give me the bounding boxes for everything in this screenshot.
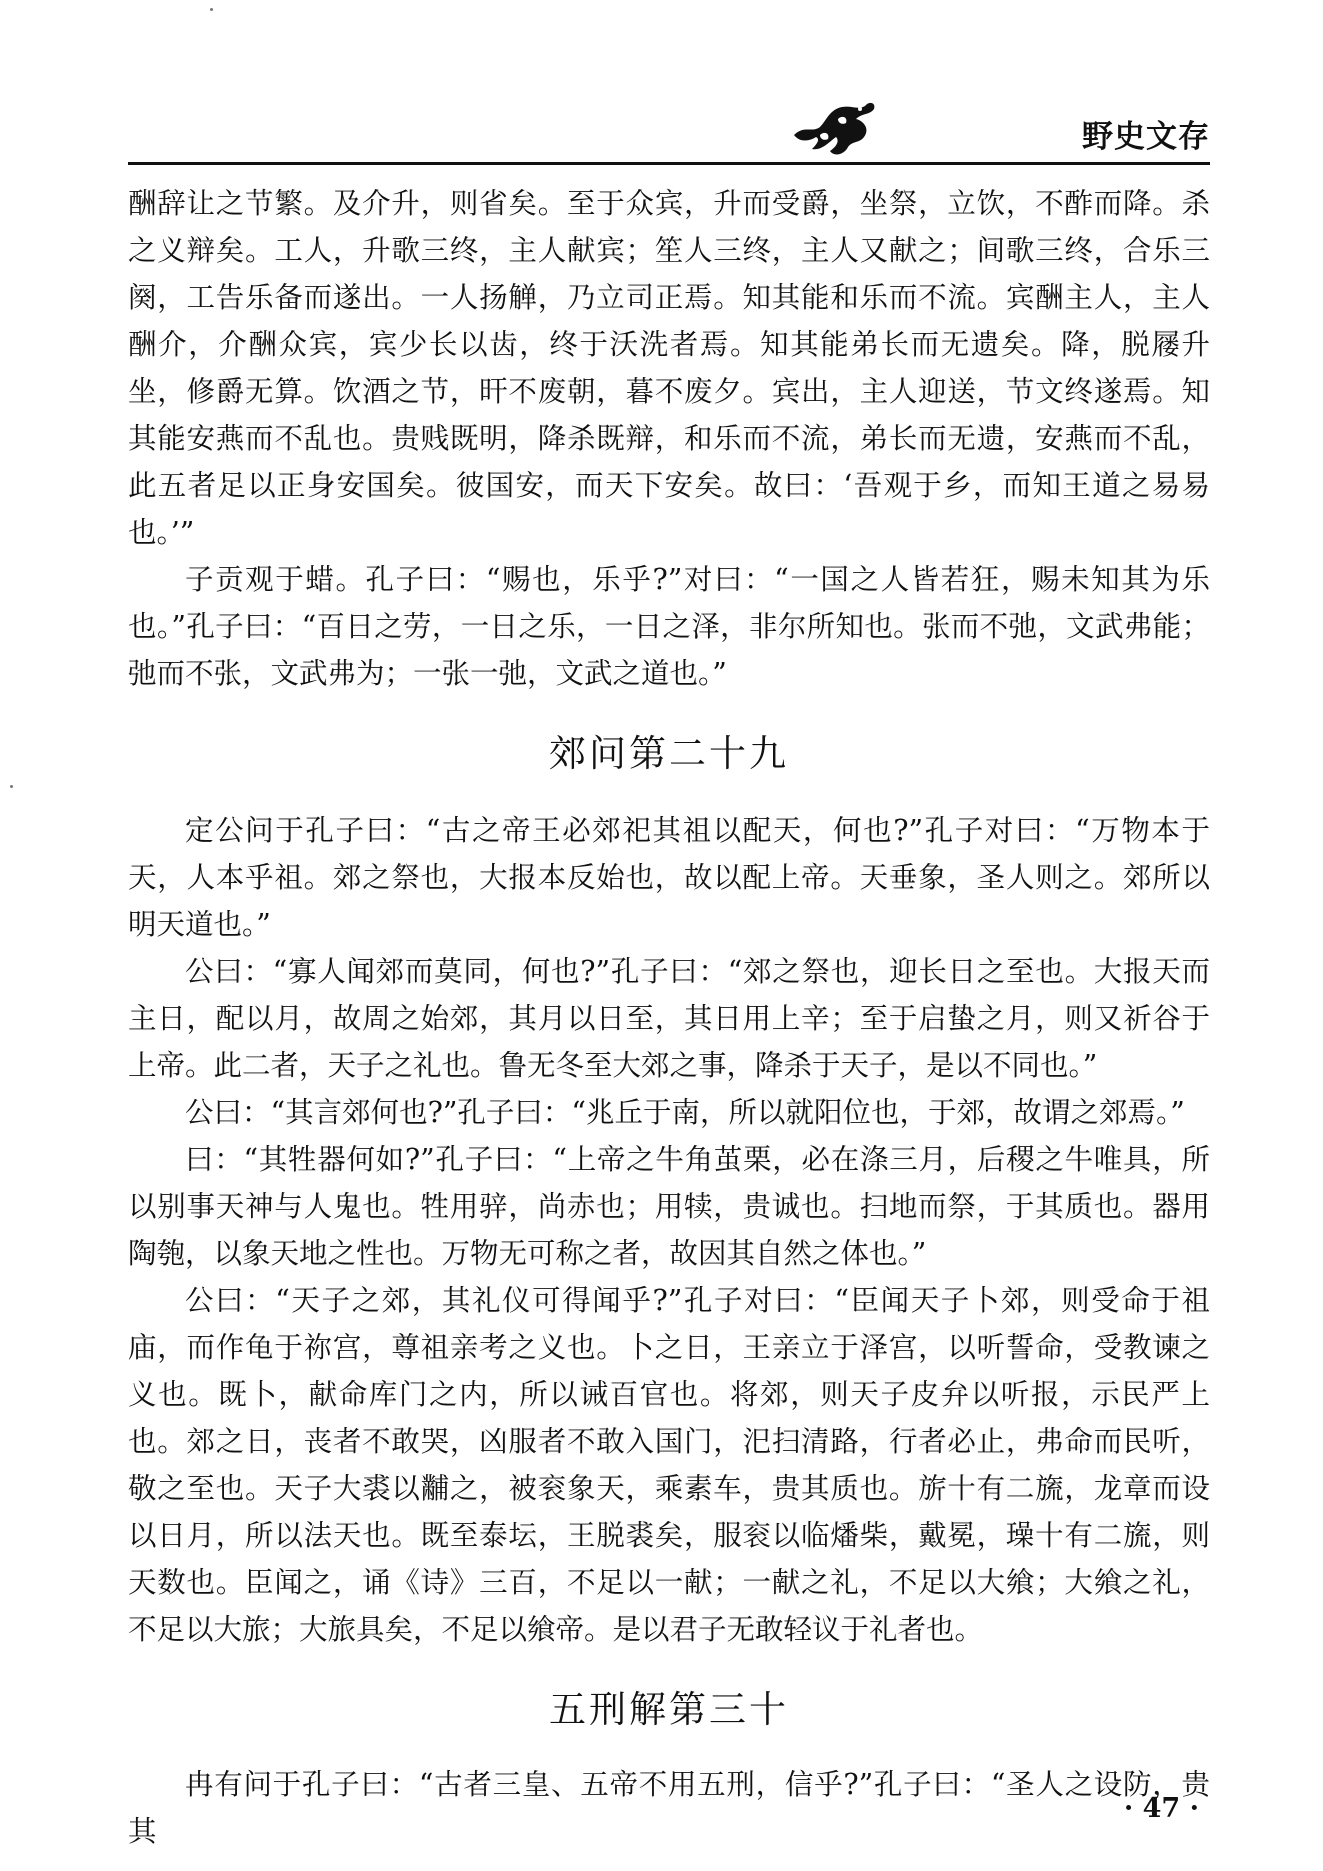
section-title: 郊问第二十九 xyxy=(549,732,789,775)
paragraph: 曰：“其牲器何如?”孔子曰：“上帝之牛角茧栗，必在涤三月，后稷之牛唯具，所以别事天神与人鬼也。牲用骍，尚赤也；用犊，贵诚也。扫地而祭，于其质也。器用陶匏，以象天地之性也。万物无可称之者，故因其自然之体也。” xyxy=(128,1143,1210,1270)
dragon-emblem-icon xyxy=(790,95,878,161)
paragraph: 公曰：“其言郊何也?”孔子曰：“兆丘于南，所以就阳位也，于郊，故谓之郊焉。” xyxy=(185,1096,1185,1129)
paragraph: 公曰：“寡人闻郊而莫同，何也?”孔子曰：“郊之祭也，迎长日之至也。大报天而主日，配以月，故周之始郊，其月以日至，其日用上辛；至于启蛰之月，则又祈谷于上帝。此二者，天子之礼也。鲁无冬至大郊之事，降杀于天子，是以不同也。” xyxy=(128,955,1210,1082)
page-body xyxy=(128,180,1210,1855)
paragraph: 定公问于孔子曰：“古之帝王必郊祀其祖以配天，何也?”孔子对曰：“万物本于天，人本乎祖。郊之祭也，大报本反始也，故以配上帝。天垂象，圣人则之。郊所以明天道也。” xyxy=(128,814,1210,941)
series-title: 野史文存 xyxy=(1082,119,1210,155)
section-title: 五刑解第三十 xyxy=(549,1688,789,1731)
scan-speck xyxy=(210,8,213,11)
paragraph: 酬辞让之节繁。及介升，则省矣。至于众宾，升而受爵，坐祭，立饮，不酢而降。杀之义辩矣。工人，升歌三终，主人献宾；笙人三终，主人又献之；间歌三终，合乐三阕，工告乐备而遂出。一人扬觯，乃立司正焉。知其能和乐而不流。宾酬主人，主人酬介，介酬众宾，宾少长以齿，终于沃洗者焉。知其能弟长而无遗矣。降，脱屦升坐，修爵无算。饮酒之节，旰不废朝，暮不废夕。宾出，主人迎送，节文终遂焉。知其能安燕而不乱也。贵贱既明，降杀既辩，和乐而不流，弟长而无遗，安燕而不乱，此五者足以正身安国矣。彼国安，而天下安矣。故曰：‘吾观于乡，而知王道之易易也。’” xyxy=(128,187,1210,549)
paragraph: 子贡观于蜡。孔子曰：“赐也，乐乎?”对曰：“一国之人皆若狂，赐未知其为乐也。”孔子曰：“百日之劳，一日之乐，一日之泽，非尔所知也。张而不弛，文武弗能；弛而不张，文武弗为；一张一弛，文武之道也。” xyxy=(128,563,1210,690)
running-header xyxy=(790,95,1210,161)
paragraph: 冉有问于孔子曰：“古者三皇、五帝不用五刑，信乎?”孔子曰：“圣人之设防，贵其 xyxy=(128,1768,1210,1848)
page-number: · 47 · xyxy=(1123,1793,1199,1824)
scan-speck xyxy=(10,785,13,788)
paragraph: 公曰：“天子之郊，其礼仪可得闻乎?”孔子对曰：“臣闻天子卜郊，则受命于祖庙，而作龟于祢宫，尊祖亲考之义也。卜之日，王亲立于泽宫，以听誓命，受教谏之义也。既卜，献命库门之内，所以诫百官也。将郊，则天子皮弁以听报，示民严上也。郊之日，丧者不敢哭，凶服者不敢入国门，汜扫清路，行者必止，弗命而民听，敬之至也。天子大裘以黼之，被衮象天，乘素车，贵其质也。旂十有二旒，龙章而设以日月，所以法天也。既至泰坛，王脱裘矣，服衮以临燔柴，戴冕，璪十有二旒，则天数也。臣闻之，诵《诗》三百，不足以一献；一献之礼，不足以大飨；大飨之礼，不足以大旅；大旅具矣，不足以飨帝。是以君子无敢轻议于礼者也。 xyxy=(128,1284,1210,1646)
header-rule xyxy=(128,162,1210,165)
